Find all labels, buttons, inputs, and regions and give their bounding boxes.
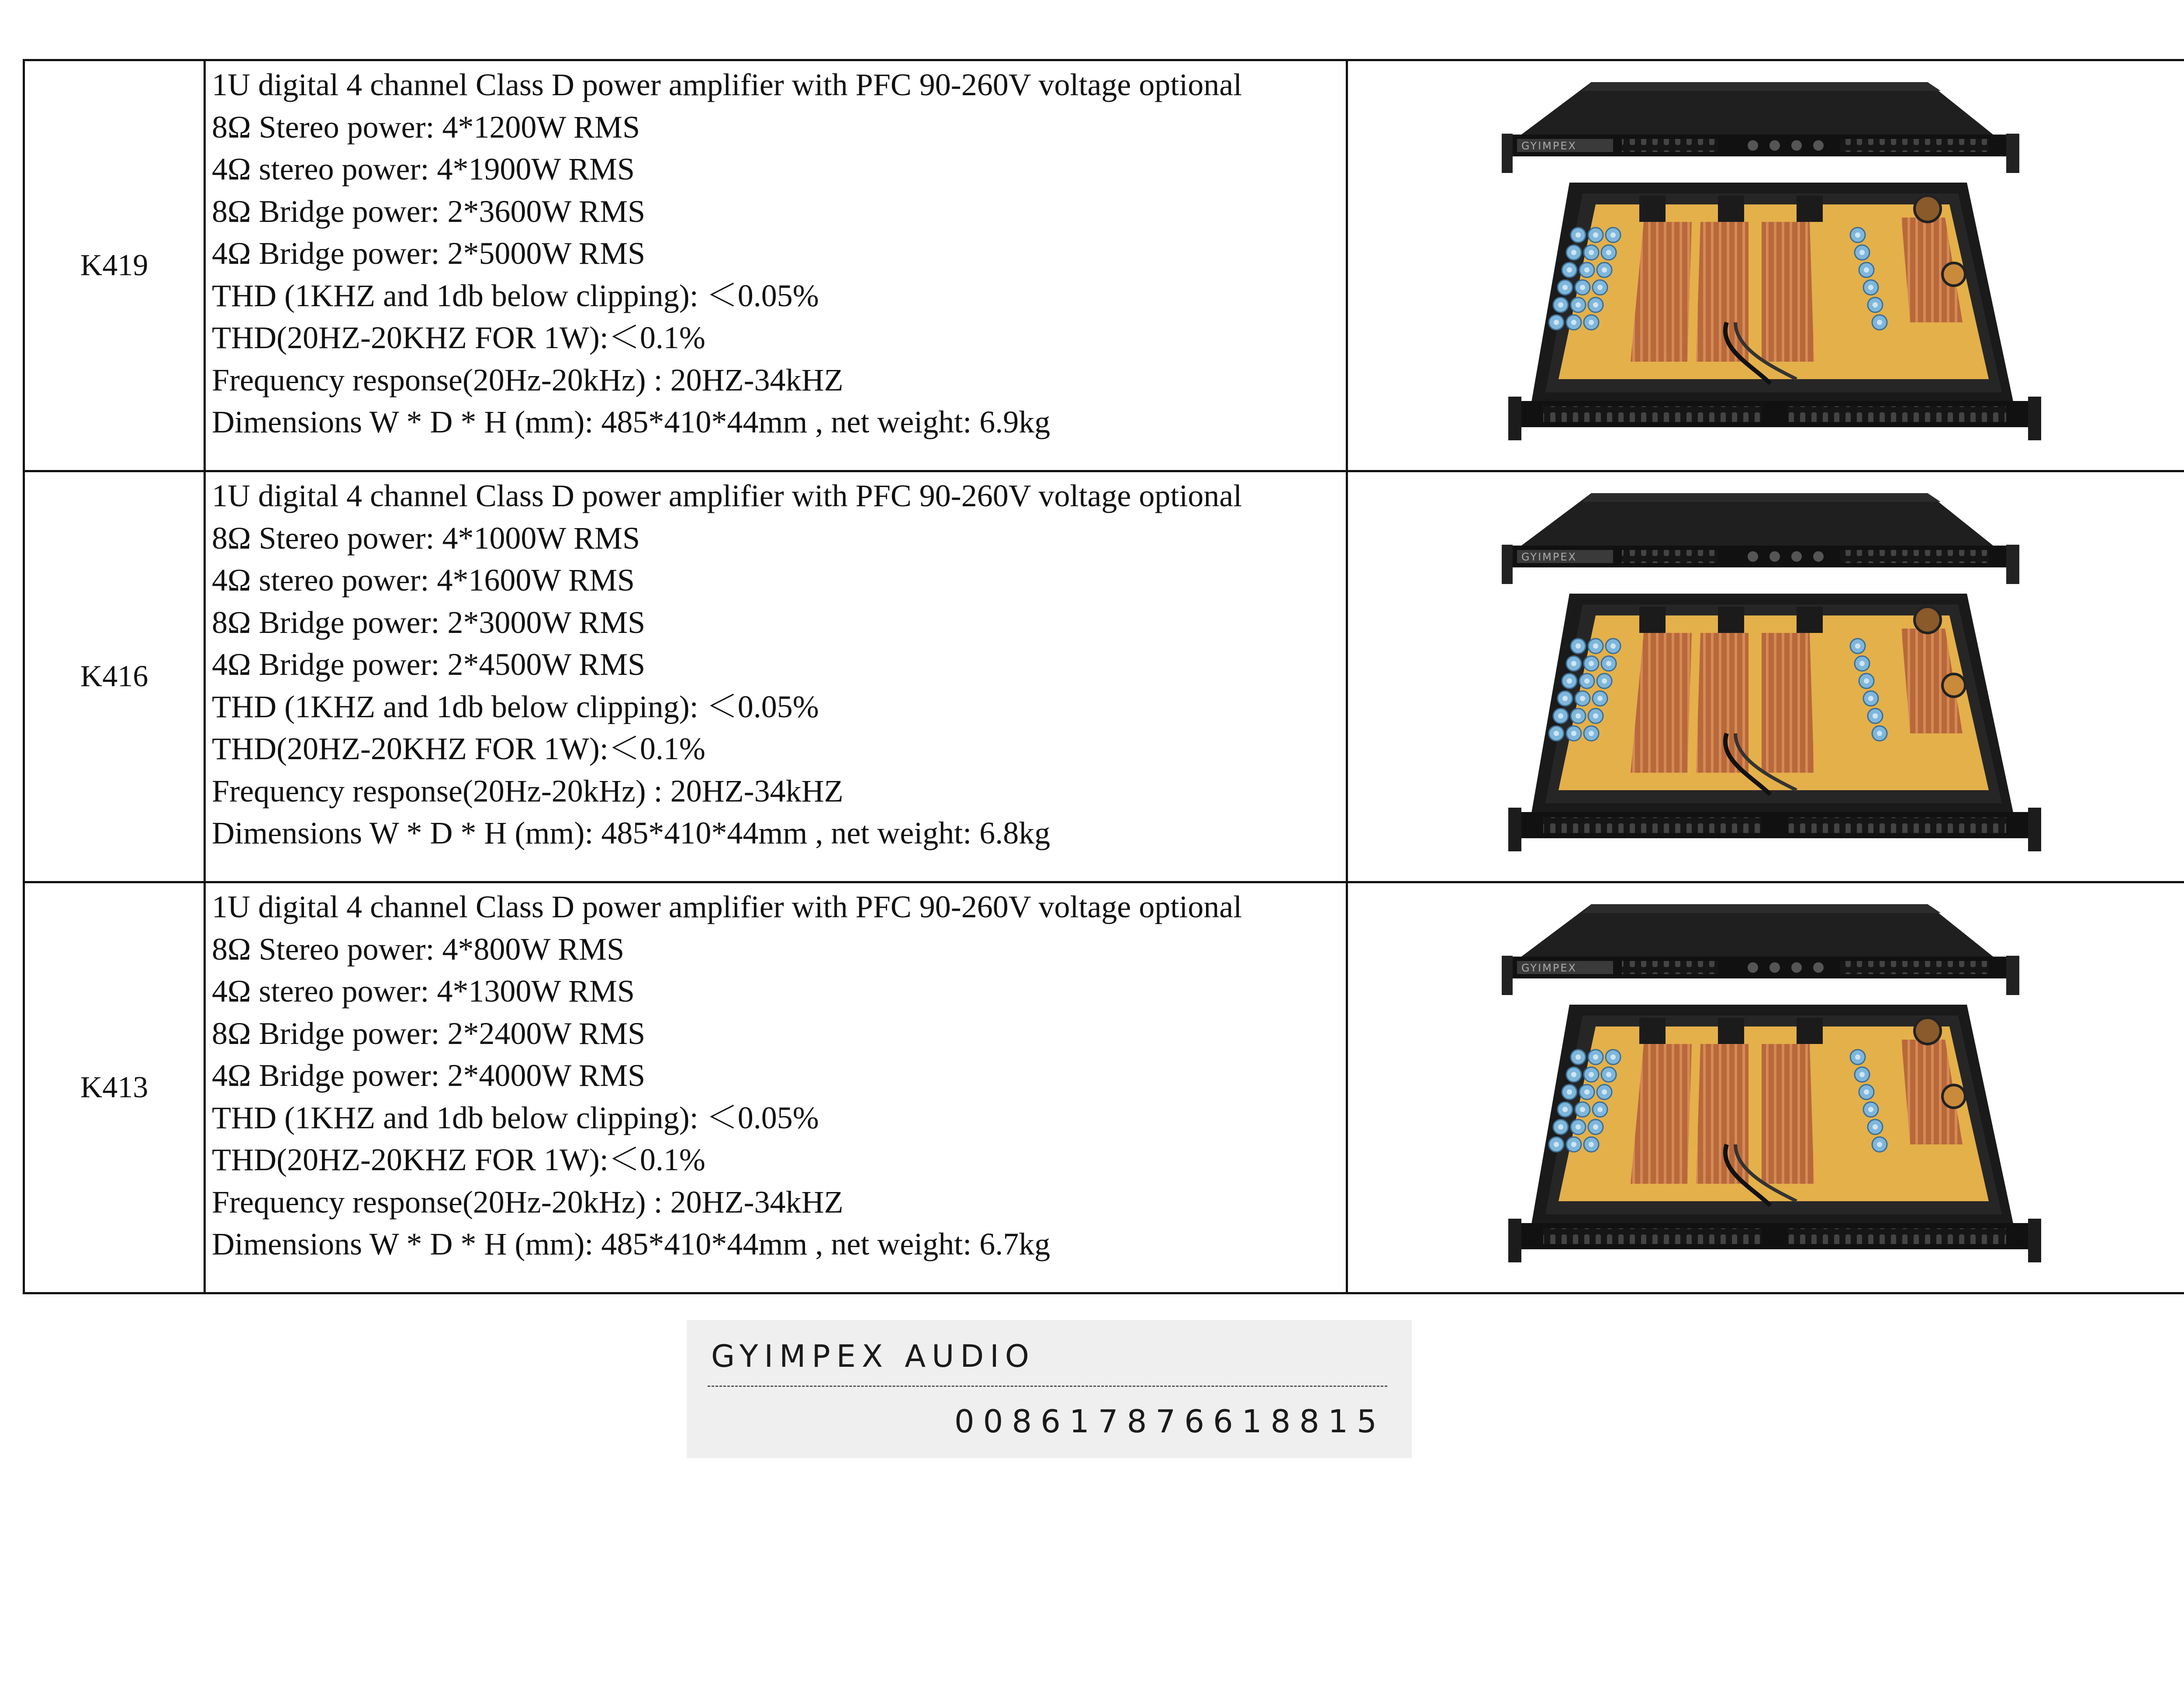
product-row xyxy=(24,471,2184,882)
spec-line: 8Ω Stereo power: 4*1000W RMS xyxy=(212,520,640,556)
spec-line: 4Ω Bridge power: 2*4000W RMS xyxy=(212,1058,646,1093)
spec-line: THD(20HZ-20KHZ FOR 1W):＜0.1% xyxy=(212,1142,705,1177)
model-name: K419 xyxy=(24,60,205,471)
spec-line: THD (1KHZ and 1db below clipping): ＜0.05% xyxy=(212,689,819,724)
spec-list-cell xyxy=(205,882,1347,1293)
spec-line: 8Ω Stereo power: 4*1200W RMS xyxy=(212,109,640,145)
spec-line: Frequency response(20Hz-20kHz) : 20HZ-34kHZ xyxy=(212,1184,843,1220)
product-row xyxy=(24,882,2184,1293)
amplifier-photo xyxy=(1491,489,2059,864)
spec-line: 4Ω stereo power: 4*1600W RMS xyxy=(212,563,635,598)
product-spec-table xyxy=(23,59,2184,1294)
spec-list xyxy=(206,883,1346,1265)
spec-line: 8Ω Bridge power: 2*2400W RMS xyxy=(212,1016,646,1051)
spec-line: 8Ω Bridge power: 2*3000W RMS xyxy=(212,605,646,640)
spec-line: Frequency response(20Hz-20kHz) : 20HZ-34kHZ xyxy=(212,362,843,397)
amplifier-photo xyxy=(1491,78,2059,453)
product-row xyxy=(24,60,2184,471)
spec-list xyxy=(206,472,1346,854)
spec-line: 4Ω stereo power: 4*1300W RMS xyxy=(212,974,635,1009)
spec-line: 1U digital 4 channel Class D power amplifier with PFC 90-260V voltage optional xyxy=(212,67,1242,102)
brand-name: GYIMPEX AUDIO xyxy=(711,1338,1035,1374)
model-name: K416 xyxy=(24,471,205,882)
contact-banner xyxy=(687,1320,1412,1458)
spec-line: THD (1KHZ and 1db below clipping): ＜0.05% xyxy=(212,278,819,313)
spec-line: 4Ω Bridge power: 2*5000W RMS xyxy=(212,236,646,271)
amplifier-photo xyxy=(1491,900,2059,1275)
spec-line: 1U digital 4 channel Class D power amplifier with PFC 90-260V voltage optional xyxy=(212,478,1242,513)
spec-line: 4Ω Bridge power: 2*4500W RMS xyxy=(212,647,646,682)
spec-line: THD(20HZ-20KHZ FOR 1W):＜0.1% xyxy=(212,320,705,355)
spec-line: 8Ω Bridge power: 2*3600W RMS xyxy=(212,194,646,229)
spec-line: THD(20HZ-20KHZ FOR 1W):＜0.1% xyxy=(212,731,705,766)
spec-list-cell xyxy=(205,471,1347,882)
spec-line: Dimensions W * D * H (mm): 485*410*44mm , net weight: 6.7kg xyxy=(212,1227,1051,1261)
model-name: K413 xyxy=(24,882,205,1293)
spec-line: 8Ω Stereo power: 4*800W RMS xyxy=(212,931,625,967)
product-photo-cell xyxy=(1347,60,2184,471)
spec-line: THD (1KHZ and 1db below clipping): ＜0.05% xyxy=(212,1100,819,1135)
spec-line: Dimensions W * D * H (mm): 485*410*44mm , net weight: 6.9kg xyxy=(212,404,1051,439)
spec-line: Frequency response(20Hz-20kHz) : 20HZ-34kHZ xyxy=(212,773,843,809)
spec-list xyxy=(206,61,1346,443)
spec-list-cell xyxy=(205,60,1347,471)
spec-line: Dimensions W * D * H (mm): 485*410*44mm , net weight: 6.8kg xyxy=(212,816,1051,850)
spec-line: 1U digital 4 channel Class D power amplifier with PFC 90-260V voltage optional xyxy=(212,889,1242,924)
banner-divider xyxy=(708,1386,1387,1387)
product-photo-cell xyxy=(1347,882,2184,1293)
product-photo-cell xyxy=(1347,471,2184,882)
spec-line: 4Ω stereo power: 4*1900W RMS xyxy=(212,152,635,187)
phone-number: 008617876618815 xyxy=(954,1403,1386,1440)
